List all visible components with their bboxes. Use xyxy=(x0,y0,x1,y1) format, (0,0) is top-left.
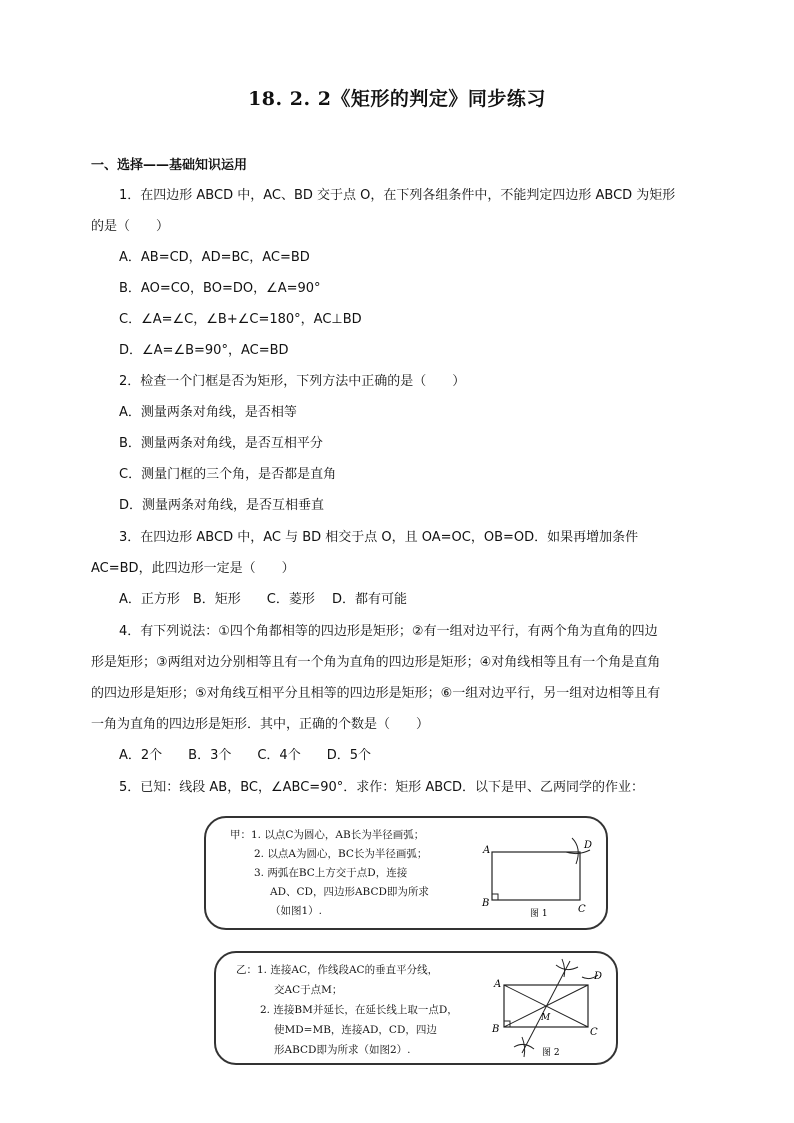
page-title: 18. 2. 2《矩形的判定》同步练习 xyxy=(248,88,546,110)
figure-1-label-d: D xyxy=(584,840,593,851)
figure-2-diagram xyxy=(486,957,608,1059)
q1-option-b: B．AO=CO，BO=DO，∠A=90° xyxy=(119,281,321,296)
q3-options: A．正方形 B．矩形 C．菱形 D．都有可能 xyxy=(119,592,408,607)
yi-step-2-end: 形ABCD即为所求（如图2）. xyxy=(274,1044,411,1056)
jia-step-1: 甲：1. 以点C为圆心，AB长为半径画弧； xyxy=(230,829,425,841)
figure-1-label-c: C xyxy=(578,904,586,915)
q1-option-c: C．∠A=∠C，∠B+∠C=180°，AC⊥BD xyxy=(119,312,362,327)
figure-2-label-a: A xyxy=(494,979,502,990)
jia-step-3: 3. 两弧在BC上方交于点D，连接 xyxy=(254,867,408,879)
q1-option-d: D．∠A=∠B=90°，AC=BD xyxy=(119,343,289,358)
figure-1-arc-c xyxy=(572,838,578,864)
figure-2-arc-bottom-2 xyxy=(522,1037,525,1057)
student-jia-work-box xyxy=(204,816,608,930)
q2-stem: 2．检查一个门框是否为矩形，下列方法中正确的是（ ） xyxy=(119,374,466,389)
yi-step-2: 2. 连接BM并延长，在延长线上取一点D， xyxy=(260,1004,458,1016)
q4-line1: 4．有下列说法：①四个角都相等的四边形是矩形；②有一组对边平行，有两个角为直角的四边 xyxy=(119,624,658,639)
q1-stem-line2: 的是（ ） xyxy=(91,219,170,234)
figure-2-perpendicular-bisector xyxy=(522,961,570,1053)
q4-line3: 的四边形是矩形；⑤对角线互相平分且相等的四边形是矩形；⑥一组对边平行，另一组对边相等且有 xyxy=(91,686,661,701)
figure-2-label-d: D xyxy=(594,971,603,982)
figure-1-label-b: B xyxy=(482,898,490,909)
q4-line2: 形是矩形；③两组对边分别相等且有一个角为直角的四边形是矩形；④对角线相等且有一个角是直角 xyxy=(91,655,661,670)
q4-line4: 一角为直角的四边形是矩形．其中，正确的个数是（ ） xyxy=(91,717,430,732)
q4-options: A．2个 B．3个 C．4个 D．5个 xyxy=(119,748,371,763)
yi-step-1: 乙：1. 连接AC，作线段AC的垂直平分线， xyxy=(236,964,439,976)
q5-stem: 5．已知：线段 AB，BC，∠ABC=90°．求作：矩形 ABCD．以下是甲、乙两同学的作业： xyxy=(119,780,645,795)
q2-option-a: A．测量两条对角线，是否相等 xyxy=(119,405,297,420)
figure-1-diagram xyxy=(478,830,598,922)
q1-stem-line1: 1．在四边形 ABCD 中，AC、BD 交于点 O，在下列各组条件中，不能判定四边形 ABCD 为矩形 xyxy=(119,188,676,203)
jia-step-2: 2. 以点A为圆心，BC长为半径画弧； xyxy=(254,848,428,860)
yi-step-1-cont: 交AC于点M； xyxy=(274,984,343,996)
section-heading: 一、选择——基础知识运用 xyxy=(91,158,248,173)
figure-2-label-b: B xyxy=(492,1024,500,1035)
figure-2-label-c: C xyxy=(590,1027,598,1038)
q3-stem-line2: AC=BD，此四边形一定是（ ） xyxy=(91,561,295,576)
q1-option-a: A．AB=CD，AD=BC，AC=BD xyxy=(119,250,310,265)
student-yi-work-box xyxy=(214,951,618,1065)
q2-option-d: D．测量两条对角线，是否互相垂直 xyxy=(119,498,325,513)
q2-option-b: B．测量两条对角线，是否互相平分 xyxy=(119,436,323,451)
figure-1-right-angle-mark xyxy=(492,894,498,900)
jia-step-3-end: （如图1）. xyxy=(270,905,323,917)
q2-option-c: C．测量门框的三个角，是否都是直角 xyxy=(119,467,337,482)
figure-2-label-m: M xyxy=(541,1013,551,1023)
figure-1-caption: 图 1 xyxy=(530,909,548,919)
figure-1-label-a: A xyxy=(483,845,491,856)
figure-1-rectangle xyxy=(492,852,580,900)
figure-2-caption: 图 2 xyxy=(542,1048,560,1058)
yi-step-2-cont: 使MD=MB，连接AD，CD，四边 xyxy=(274,1024,437,1036)
jia-step-3-cont: AD、CD，四边形ABCD即为所求 xyxy=(270,886,429,898)
q3-stem-line1: 3．在四边形 ABCD 中，AC 与 BD 相交于点 O，且 OA=OC，OB=OD．如果再增加条件 xyxy=(119,530,639,545)
